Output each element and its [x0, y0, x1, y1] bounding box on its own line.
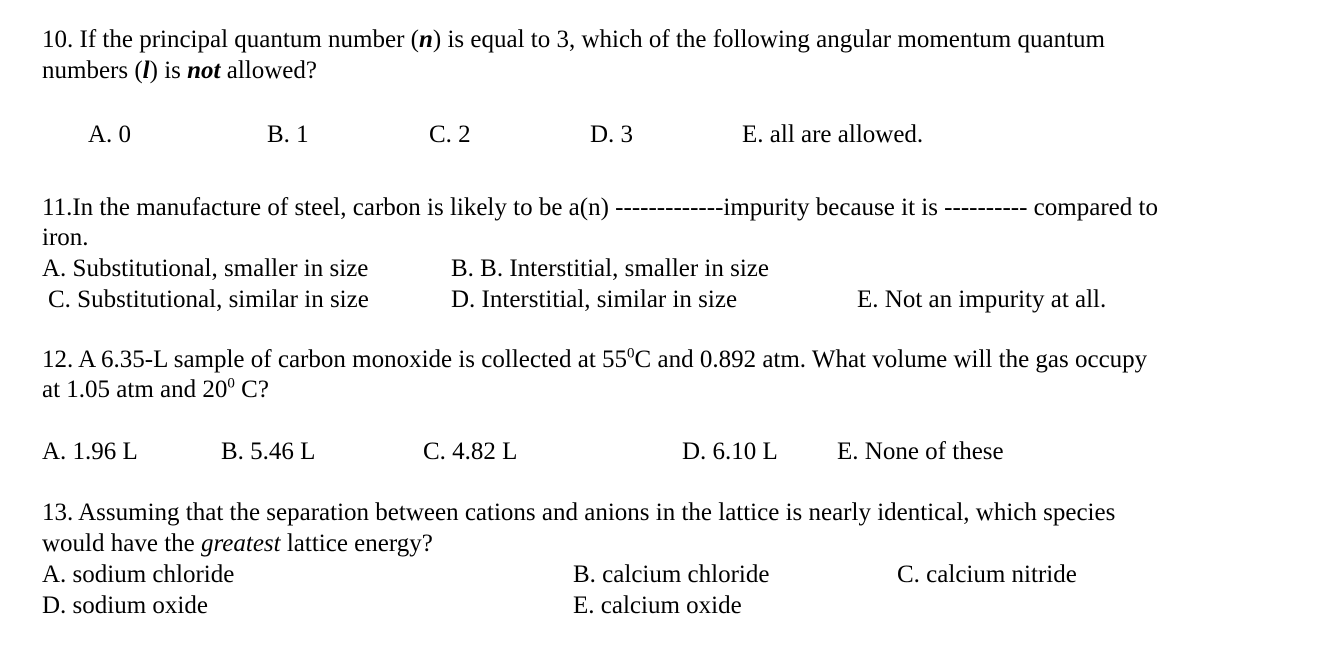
q12-degree-1: 0 [627, 345, 635, 362]
q13-option-d[interactable]: D. sodium oxide [42, 592, 208, 619]
q11-option-e[interactable]: E. Not an impurity at all. [857, 286, 1107, 313]
q12-line1-cont: C and 0.892 atm. What volume will the gas occupy [634, 346, 1148, 373]
q12-degree-2: 0 [227, 375, 235, 392]
q12-line2: at 1.05 atm and 20 [42, 376, 228, 403]
q13-line2: would have the [42, 530, 201, 557]
q10-option-e[interactable]: E. all are allowed. [742, 121, 924, 148]
question-11-stem: 11.In the manufacture of steel, carbon is likely to be a(n) -------------impurity because it is ---------- compared to [42, 194, 1158, 221]
q12-option-b[interactable]: B. 5.46 L [221, 438, 316, 465]
q10-not-emphasis: not [187, 57, 221, 84]
q13-greatest-emphasis: greatest [200, 530, 281, 557]
q13-option-b[interactable]: B. calcium chloride [573, 561, 770, 588]
q10-text-cont: ) is equal to 3, which of the following angular momentum quantum [432, 26, 1105, 53]
question-11-stem-cont: iron. [42, 224, 89, 251]
q12-option-e[interactable]: E. None of these [837, 438, 1004, 465]
q12-option-a[interactable]: A. 1.96 L [42, 438, 138, 465]
q10-option-d[interactable]: D. 3 [590, 121, 634, 148]
q10-l-symbol: l [142, 57, 150, 84]
question-13-stem-cont [42, 528, 433, 559]
question-12-stem [42, 344, 1147, 375]
q10-line2-cont: ) is [149, 57, 188, 84]
q10-line2: numbers ( [42, 57, 143, 84]
q11-option-a[interactable]: A. Substitutional, smaller in size [42, 255, 369, 282]
question-12-stem-cont [42, 374, 269, 405]
question-13-stem: 13. Assuming that the separation between cations and anions in the lattice is nearly identical, which species [42, 499, 1116, 526]
q11-option-d[interactable]: D. Interstitial, similar in size [451, 286, 738, 313]
q13-line2-cont: lattice energy? [280, 530, 433, 557]
q10-option-c[interactable]: C. 2 [429, 121, 471, 148]
q12-option-c[interactable]: C. 4.82 L [423, 438, 518, 465]
q10-option-a[interactable]: A. 0 [88, 121, 132, 148]
q10-text: 10. If the principal quantum number ( [42, 26, 419, 53]
q12-line1: 12. A 6.35-L sample of carbon monoxide is collected at 55 [42, 346, 628, 373]
q13-option-c[interactable]: C. calcium nitride [897, 561, 1077, 588]
q10-option-b[interactable]: B. 1 [267, 121, 309, 148]
q12-option-d[interactable]: D. 6.10 L [682, 438, 778, 465]
question-10-stem [42, 24, 1282, 86]
q10-line2-end: allowed? [220, 57, 317, 84]
q11-option-c[interactable]: C. Substitutional, similar in size [48, 286, 369, 313]
q13-option-a[interactable]: A. sodium chloride [42, 561, 235, 588]
q12-line2-cont: C? [234, 376, 269, 403]
q13-option-e[interactable]: E. calcium oxide [573, 592, 742, 619]
q10-n-symbol: n [418, 26, 433, 53]
q11-option-b[interactable]: B. B. Interstitial, smaller in size [451, 255, 769, 282]
